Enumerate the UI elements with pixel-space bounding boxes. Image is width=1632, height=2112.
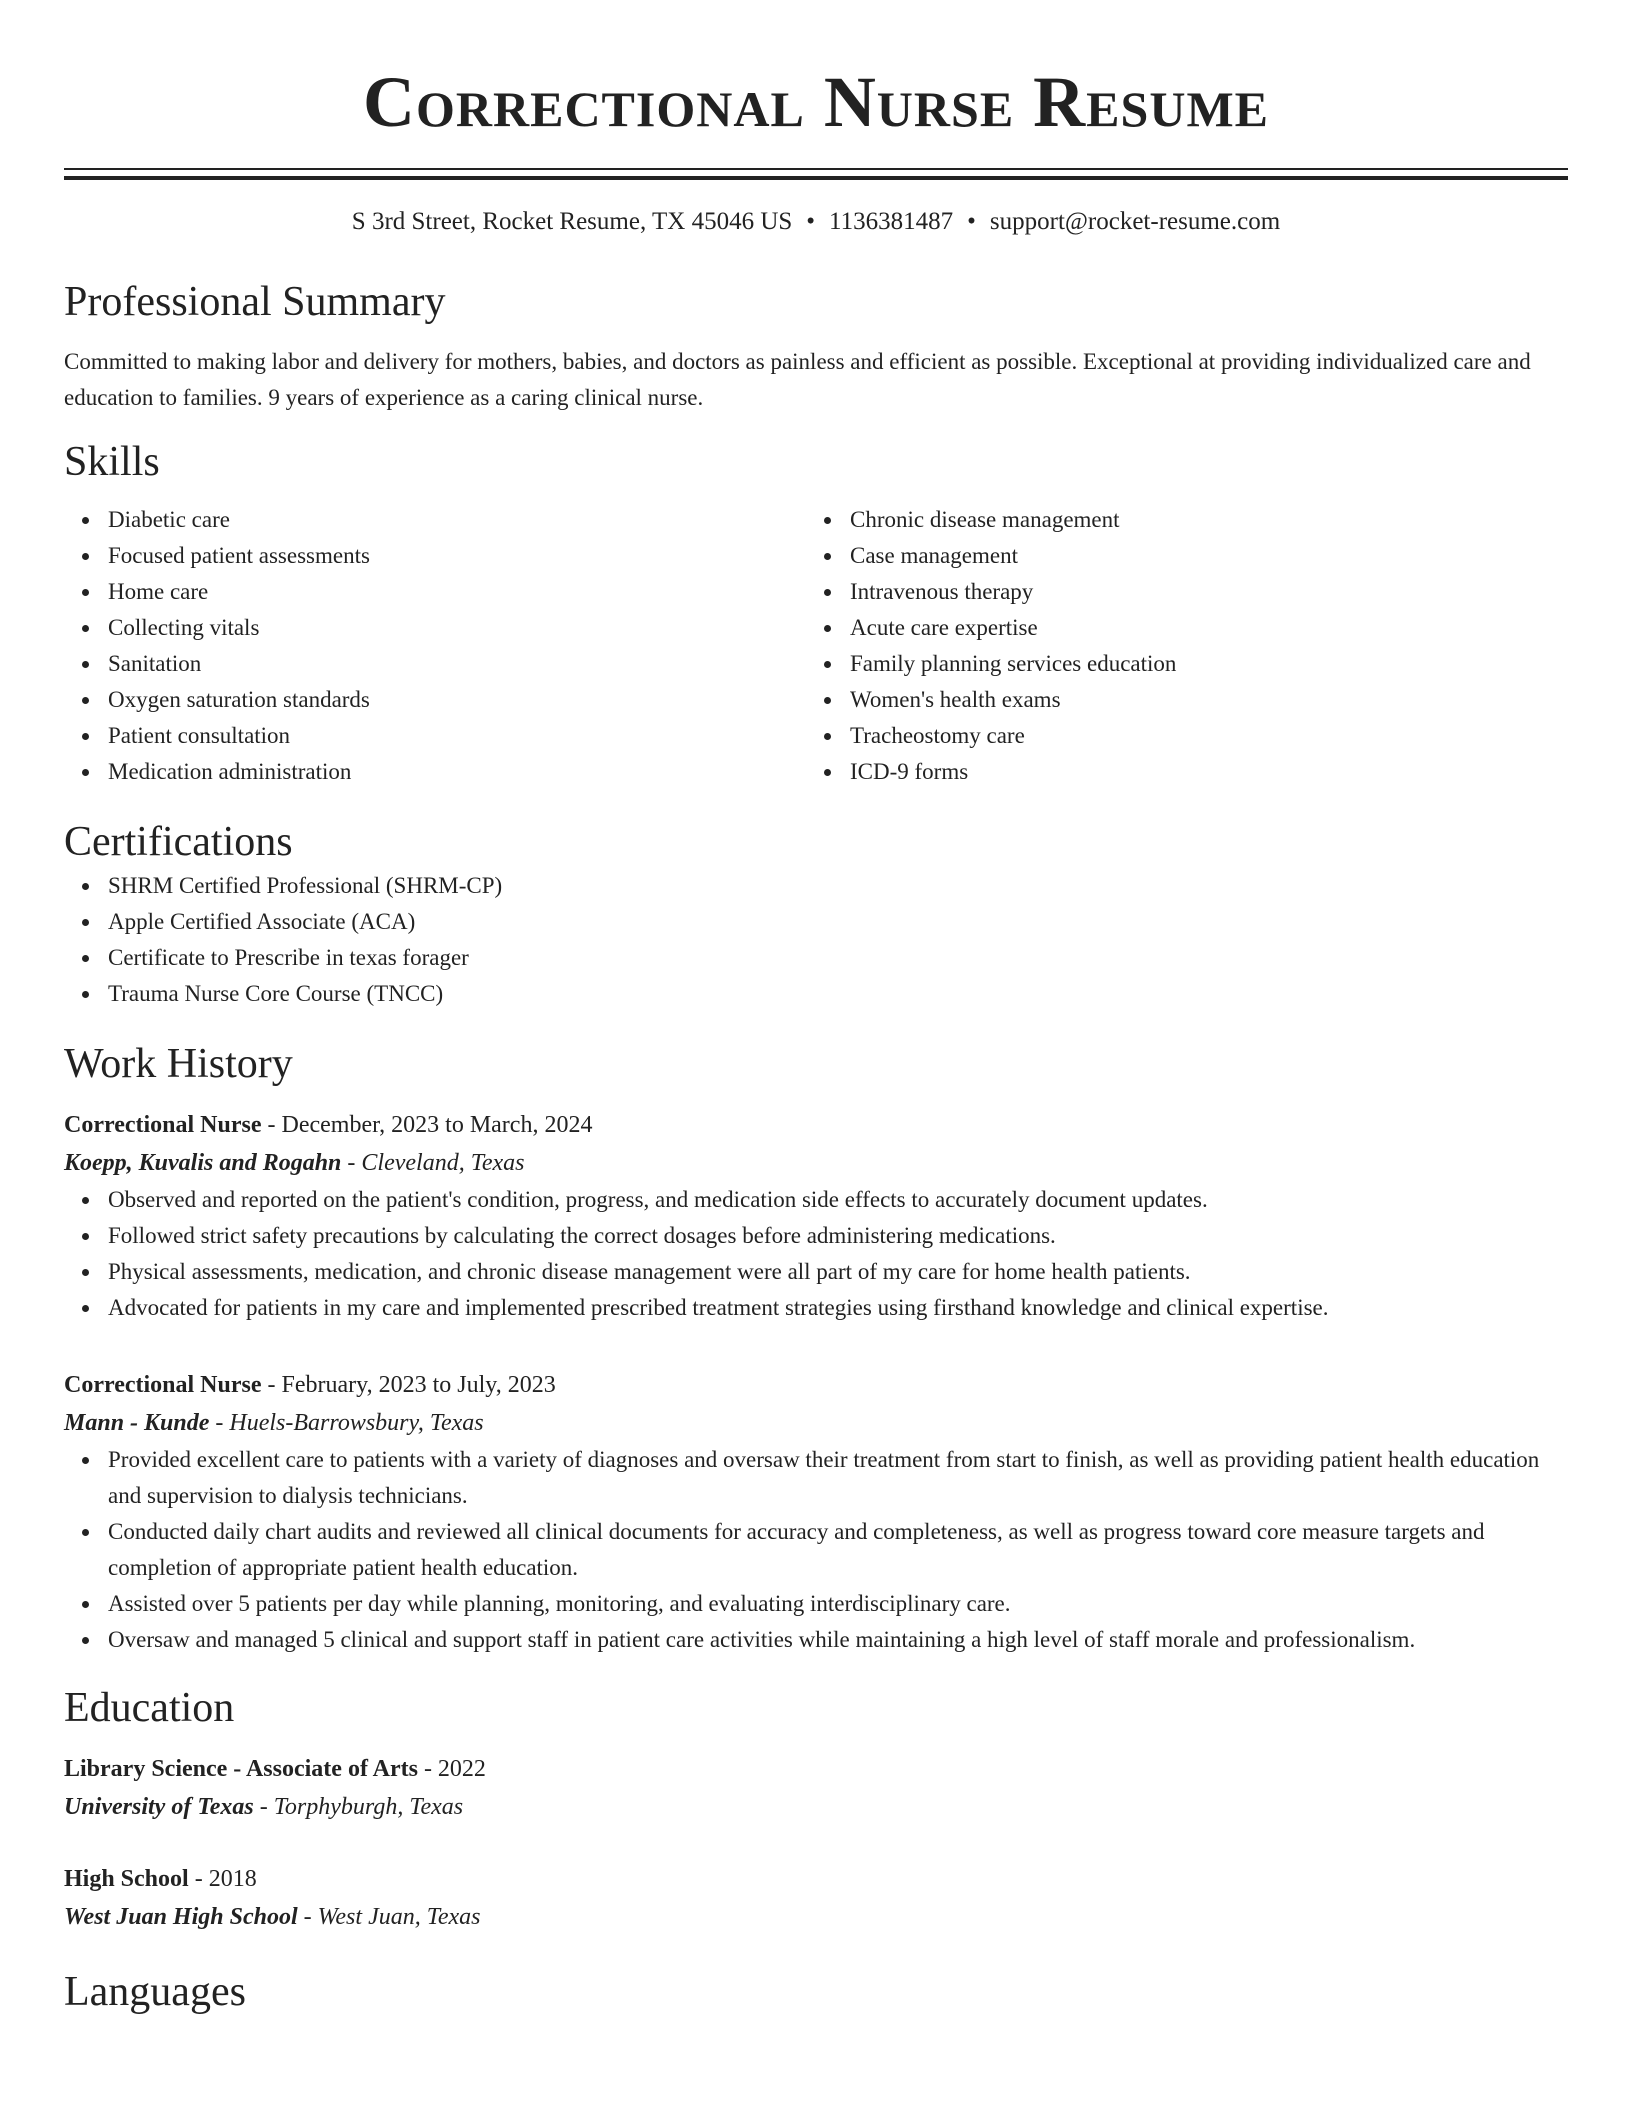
job-entry (64, 1366, 1568, 1658)
job-duty-item: Observed and reported on the patient's condition, progress, and medication side effects to accurately document updates. (64, 1182, 1568, 1218)
title-divider-bottom (64, 176, 1568, 180)
job-title: Correctional Nurse (64, 1112, 262, 1138)
contact-line (64, 206, 1568, 238)
skill-item: Focused patient assessments (64, 538, 806, 574)
education-school: West Juan High School (64, 1904, 298, 1930)
contact-address: S 3rd Street, Rocket Resume, TX 45046 US (351, 208, 793, 235)
certification-item: SHRM Certified Professional (SHRM-CP) (64, 868, 1568, 904)
contact-phone: 1136381487 (829, 208, 954, 235)
work-history-section (64, 1038, 1568, 1658)
education-location: - Torphyburgh, Texas (253, 1794, 464, 1820)
education-heading: Education (64, 1685, 235, 1731)
work-history-heading: Work History (64, 1041, 293, 1087)
summary-heading: Professional Summary (64, 279, 446, 325)
job-duties-list (64, 1442, 1568, 1658)
education-degree-line (64, 1860, 1568, 1898)
job-location: - Cleveland, Texas (341, 1150, 525, 1176)
job-duties-list (64, 1182, 1568, 1326)
languages-heading: Languages (64, 1969, 246, 2015)
contact-separator: • (967, 208, 976, 235)
summary-section (64, 276, 1568, 416)
job-duty-item: Conducted daily chart audits and reviewed all clinical documents for accuracy and completeness, as well as progress toward core measure targets and completion of appropriate patient health education. (64, 1514, 1568, 1586)
job-duty-item: Assisted over 5 patients per day while planning, monitoring, and evaluating interdisciplinary care. (64, 1586, 1568, 1622)
skill-item: ICD-9 forms (806, 754, 1548, 790)
job-duty-item: Oversaw and managed 5 clinical and support staff in patient care activities while maintaining a high level of staff morale and professionalism. (64, 1622, 1568, 1658)
job-company: Mann - Kunde (64, 1410, 210, 1436)
education-school: University of Texas (64, 1794, 254, 1820)
job-dates: - December, 2023 to March, 2024 (261, 1112, 593, 1138)
certifications-section (64, 816, 1568, 1012)
languages-section (64, 1966, 1568, 2018)
skills-section (64, 436, 1568, 790)
job-title: Correctional Nurse (64, 1372, 262, 1398)
skill-item: Family planning services education (806, 646, 1548, 682)
skill-item: Sanitation (64, 646, 806, 682)
summary-text: Committed to making labor and delivery for mothers, babies, and doctors as painless and efficient as possible. Exceptional at providing individualized care and education to families. 9 years of experience as a caring clinical nurse. (64, 349, 1531, 410)
skill-item: Tracheostomy care (806, 718, 1548, 754)
education-section (64, 1682, 1568, 1936)
title-divider-top (64, 168, 1568, 170)
skill-item: Case management (806, 538, 1548, 574)
skills-list-left (64, 502, 806, 790)
certifications-heading: Certifications (64, 819, 293, 865)
education-year: - 2018 (188, 1866, 257, 1892)
certification-item: Apple Certified Associate (ACA) (64, 904, 1568, 940)
certification-item: Certificate to Prescribe in texas forager (64, 940, 1568, 976)
certification-item: Trauma Nurse Core Course (TNCC) (64, 976, 1568, 1012)
job-duty-item: Provided excellent care to patients with a variety of diagnoses and oversaw their treatment from start to finish, as well as providing patient health education and supervision to dialysis technicians. (64, 1442, 1568, 1514)
job-duty-item: Advocated for patients in my care and implemented prescribed treatment strategies using firsthand knowledge and clinical expertise. (64, 1290, 1568, 1326)
skill-item: Medication administration (64, 754, 806, 790)
skills-column-left (64, 502, 806, 790)
job-company-line (64, 1144, 1568, 1182)
contact-email: support@rocket-resume.com (989, 208, 1281, 235)
skill-item: Patient consultation (64, 718, 806, 754)
education-school-line (64, 1788, 1568, 1826)
job-duty-item: Physical assessments, medication, and chronic disease management were all part of my care for home health patients. (64, 1254, 1568, 1290)
education-entry (64, 1750, 1568, 1826)
job-title-line (64, 1106, 1568, 1144)
job-title-line (64, 1366, 1568, 1404)
page-title: Correctional Nurse Resume (362, 62, 1269, 142)
contact-separator: • (806, 208, 816, 235)
education-school-line (64, 1898, 1568, 1936)
skill-item: Intravenous therapy (806, 574, 1548, 610)
skills-grid (64, 502, 1568, 790)
skill-item: Women's health exams (806, 682, 1548, 718)
skill-item: Oxygen saturation standards (64, 682, 806, 718)
education-location: - West Juan, Texas (297, 1904, 481, 1930)
skills-list-right (806, 502, 1548, 790)
education-year: - 2022 (417, 1756, 486, 1782)
education-degree-line (64, 1750, 1568, 1788)
education-degree: High School (64, 1866, 189, 1892)
job-entry (64, 1106, 1568, 1326)
skill-item: Chronic disease management (806, 502, 1548, 538)
skills-column-right (806, 502, 1548, 790)
education-degree: Library Science - Associate of Arts (64, 1756, 418, 1782)
job-location: - Huels-Barrowsbury, Texas (209, 1410, 484, 1436)
skill-item: Collecting vitals (64, 610, 806, 646)
job-company-line (64, 1404, 1568, 1442)
skills-heading: Skills (64, 439, 160, 485)
job-duty-item: Followed strict safety precautions by calculating the correct dosages before administering medications. (64, 1218, 1568, 1254)
job-company: Koepp, Kuvalis and Rogahn (64, 1150, 342, 1176)
education-entry (64, 1860, 1568, 1936)
skill-item: Acute care expertise (806, 610, 1548, 646)
certifications-list (64, 868, 1568, 1012)
job-dates: - February, 2023 to July, 2023 (261, 1372, 556, 1398)
skill-item: Diabetic care (64, 502, 806, 538)
skill-item: Home care (64, 574, 806, 610)
